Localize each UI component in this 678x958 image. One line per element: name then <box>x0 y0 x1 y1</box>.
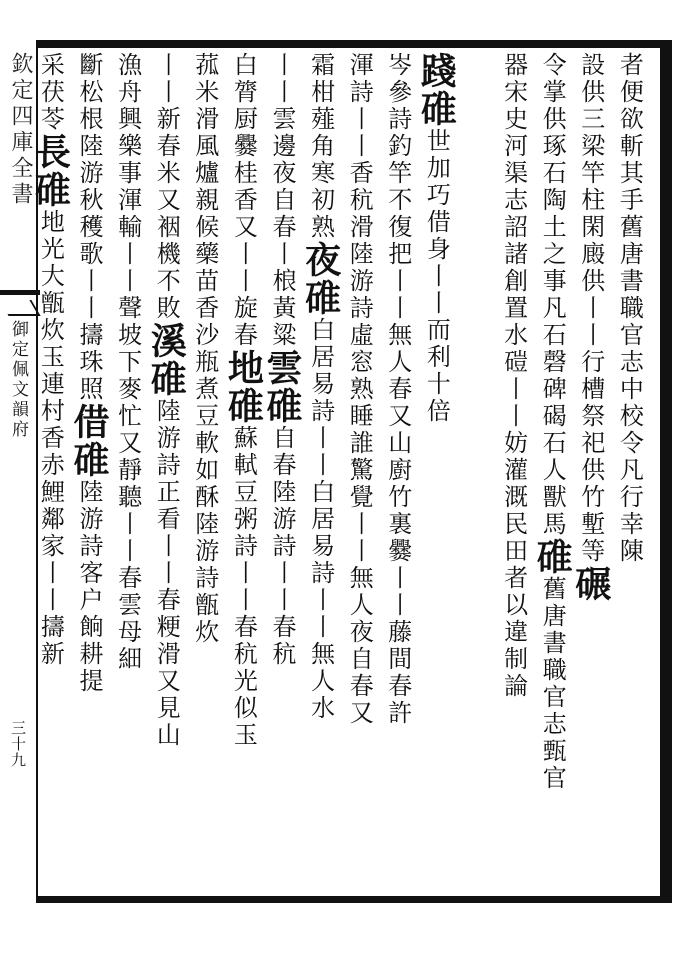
text-column <box>531 52 574 892</box>
headword: 碓 <box>531 538 574 576</box>
text-column <box>261 52 303 892</box>
text-column <box>498 52 530 892</box>
column-text: 令掌供琢石陶土之事凡石磬碑碣石人獸馬 <box>538 52 567 538</box>
column-text: 菰米滑風爐親候藥苗香 <box>190 52 219 322</box>
text-column <box>613 52 645 892</box>
headword: 借碓 <box>68 403 110 479</box>
column-text: 漁舟興樂事渾輸丨丨聲 <box>113 52 142 322</box>
column-text: 斷松根陸游秋穫歌丨丨擣珠照 <box>75 52 103 403</box>
headword: 長碓 <box>29 133 72 209</box>
headword: 碾 <box>569 565 612 603</box>
column-text: 丨丨雲邊夜自春 <box>268 52 296 241</box>
text-column <box>145 52 188 892</box>
column-text: 地光大甑炊玉連村香 <box>36 209 65 452</box>
column-text: 白膂厨爨桂香又丨丨旋春 <box>229 52 258 349</box>
text-column <box>569 52 612 892</box>
column-text: 器宋史河渠志詔諸創置水磑丨丨妨灌溉民田者以違制論 <box>499 52 528 700</box>
headword: 夜碓 <box>299 241 342 317</box>
column-text: 舊唐書職官志甄官 <box>538 576 567 792</box>
headword: 雲碓 <box>261 349 303 425</box>
headword: 地碓 <box>222 349 265 425</box>
column-text: 陸游詩正看丨丨春粳滑又見山 <box>152 398 181 749</box>
bottom-border <box>36 896 672 903</box>
top-border <box>36 40 672 48</box>
column-text: 者便欲斬其手舊唐書職官志中校令凡行幸陳 <box>615 52 644 565</box>
headword: 溪碓 <box>145 322 188 398</box>
column-text: 坡下麥忙又靜聽丨丨春雲母細 <box>113 322 142 673</box>
column-text: 赤鯉鄰家丨丨擣新 <box>36 452 65 668</box>
text-column <box>343 52 375 892</box>
text-column <box>415 52 458 892</box>
text-column <box>112 52 144 892</box>
column-text: 蘇軾豆粥詩丨丨春秔光似玉 <box>229 425 258 749</box>
column-text: 沙瓶煮豆軟如酥陸游詩甑炊 <box>190 322 219 646</box>
margin-top-fragment: 欽定四庫全書 <box>8 52 33 208</box>
column-text: 自春陸游詩丨丨春秔 <box>268 425 296 668</box>
headword: 踐碓 <box>415 52 458 128</box>
text-column <box>68 52 110 892</box>
column-text: 采茯苓 <box>36 52 65 133</box>
column-text: 岑參詩釣竿不復把丨丨無人春又山廚竹裏爨丨丨藤間春許 <box>383 52 412 727</box>
text-column <box>222 52 265 892</box>
column-text: 丨桹黃粱 <box>268 241 296 349</box>
right-border <box>660 40 672 903</box>
column-text: 設供三梁竿柱閑廄供丨丨行槽祭祀供竹塹等 <box>576 52 605 565</box>
column-text: 白居易詩丨丨白居易詩丨丨無人水 <box>306 317 335 722</box>
text-column <box>299 52 342 892</box>
margin-book-title: 御定佩文韻府 <box>8 320 28 440</box>
column-text: 丨丨新春米又裀機不敗 <box>152 52 181 322</box>
page-number: 三十九 <box>9 720 27 768</box>
text-column <box>382 52 414 892</box>
text-column <box>189 52 221 892</box>
column-text: 陸游詩客户餉耕提 <box>75 479 103 695</box>
column-text: 渾詩丨丨香秔滑陸游詩虛窓熟睡誰驚覺丨丨無人夜自春又 <box>345 52 374 727</box>
column-text: 世加巧借身丨丨而利十倍 <box>422 128 451 425</box>
column-text: 霜柑薤角寒初熟 <box>306 52 335 241</box>
text-column <box>29 52 72 892</box>
